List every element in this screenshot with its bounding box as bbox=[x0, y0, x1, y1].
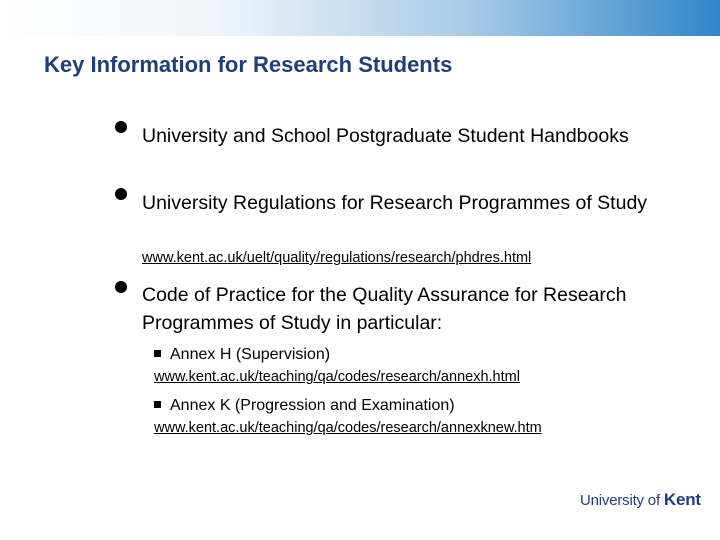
logo-prefix: University of bbox=[580, 492, 660, 509]
square-bullet-icon bbox=[154, 401, 161, 408]
header-gradient-band bbox=[0, 0, 720, 36]
sub-bullet-annex-k bbox=[154, 396, 455, 416]
bullet-dot-3 bbox=[115, 281, 127, 293]
university-of-kent-logo bbox=[580, 490, 701, 510]
link-annex-h[interactable]: www.kent.ac.uk/teaching/qa/codes/research/annexh.html bbox=[154, 369, 520, 385]
bullet-text-handbooks: University and School Postgraduate Student Handbooks bbox=[142, 125, 629, 147]
slide-title: Key Information for Research Students bbox=[44, 52, 453, 77]
bullet-dot-2 bbox=[115, 188, 127, 200]
square-bullet-icon bbox=[154, 350, 161, 357]
bullet-text-regulations: University Regulations for Research Programmes of Study bbox=[142, 192, 648, 214]
link-phdres-regulations[interactable]: www.kent.ac.uk/uelt/quality/regulations/research/phdres.html bbox=[142, 250, 532, 266]
logo-name: Kent bbox=[663, 490, 701, 509]
bullet-dot-1 bbox=[115, 121, 127, 133]
sub-bullet-label: Annex H (Supervision) bbox=[170, 346, 331, 363]
sub-bullet-annex-h bbox=[154, 345, 330, 365]
bullet-text-code-of-practice: Code of Practice for the Quality Assurance for Research Programmes of Study in particular: bbox=[142, 284, 627, 334]
link-annex-k[interactable]: www.kent.ac.uk/teaching/qa/codes/research/annexknew.htm bbox=[154, 420, 542, 436]
sub-bullet-label: Annex K (Progression and Examination) bbox=[170, 397, 455, 414]
